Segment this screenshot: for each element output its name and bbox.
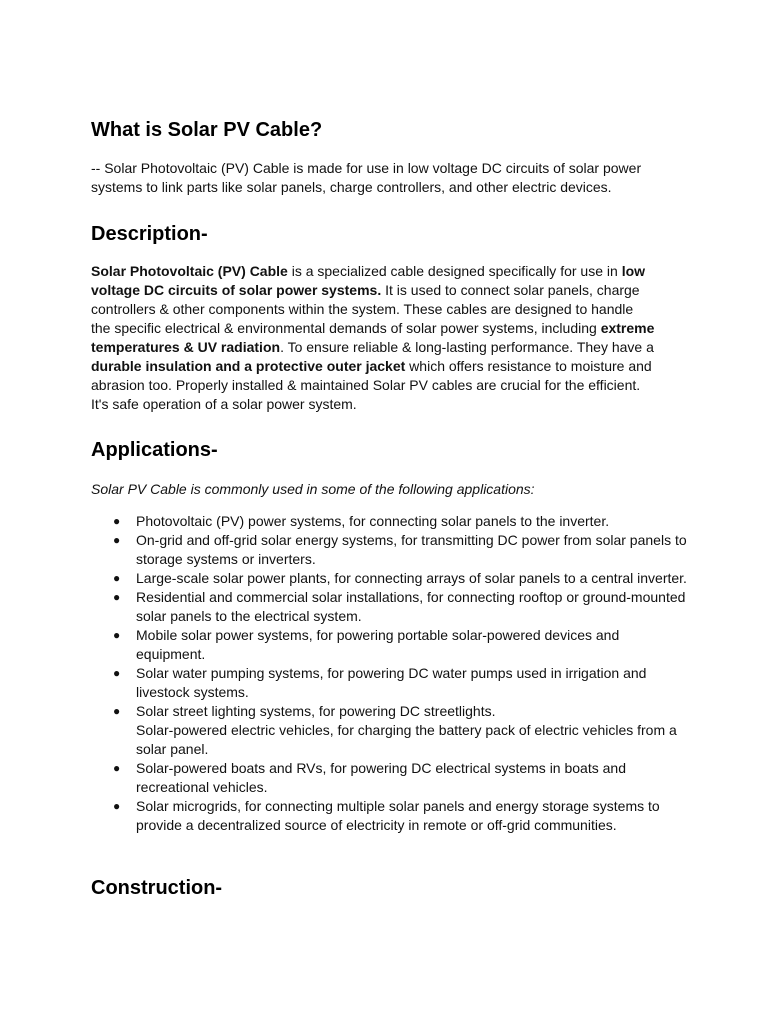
description-bold-text: extreme temperatures & UV radiation — [91, 320, 655, 355]
list-item — [91, 531, 691, 569]
list-item-text: Residential and commercial solar installations, for connecting rooftop or ground-mounted solar panels to the electrical system. — [136, 589, 686, 624]
bullet-icon: ● — [113, 533, 121, 547]
description-text: . To ensure reliable & long-lasting performance. They have a — [280, 339, 654, 355]
bullet-icon: ● — [113, 590, 121, 604]
bullet-icon: ● — [113, 514, 121, 528]
intro-paragraph: -- Solar Photovoltaic (PV) Cable is made for use in low voltage DC circuits of solar power systems to link parts like solar panels, charge controllers, and other electric devices. — [91, 160, 642, 195]
list-item-text: On-grid and off-grid solar energy systems, for transmitting DC power from solar panels to storage systems or inverters. — [136, 532, 687, 567]
bullet-icon: ● — [113, 761, 121, 775]
list-item-text: Solar water pumping systems, for powering DC water pumps used in irrigation and livestock systems. — [136, 665, 647, 700]
applications-heading: Applications- — [91, 439, 218, 461]
construction-heading: Construction- — [91, 877, 223, 899]
bullet-icon: ● — [113, 628, 121, 642]
list-item — [91, 626, 691, 664]
page-title: What is Solar PV Cable? — [91, 119, 323, 141]
description-bold-text: durable insulation and a protective outer jacket — [91, 358, 406, 374]
list-item — [91, 759, 691, 797]
list-item-text: Large-scale solar power plants, for connecting arrays of solar panels to a central inverter. — [136, 570, 687, 586]
list-item — [91, 721, 691, 759]
applications-list — [91, 512, 691, 835]
description-text: which offers resistance to moisture and abrasion too. Properly installed & maintained Solar PV cables are crucial for the efficient. It's safe operation of a solar power system. — [91, 358, 652, 412]
description-paragraph — [91, 262, 656, 414]
list-item — [91, 797, 691, 835]
list-item — [91, 512, 691, 531]
list-item-text: Mobile solar power systems, for powering portable solar-powered devices and equipment. — [136, 627, 620, 662]
list-item — [91, 702, 691, 721]
description-text: is a specialized cable designed specifically for use in — [287, 263, 622, 279]
bullet-icon: ● — [113, 799, 121, 813]
list-item — [91, 664, 691, 702]
bullet-icon: ● — [113, 571, 121, 585]
bullet-icon: ● — [113, 666, 121, 680]
list-item-text: Solar-powered boats and RVs, for powering DC electrical systems in boats and recreational vehicles. — [136, 760, 626, 795]
bullet-icon: ● — [113, 704, 121, 718]
applications-intro: Solar PV Cable is commonly used in some of the following applications: — [91, 481, 535, 497]
list-item — [91, 588, 691, 626]
description-bold-text: Solar Photovoltaic (PV) Cable — [91, 263, 288, 279]
list-item-text: Solar street lighting systems, for powering DC streetlights. — [136, 703, 496, 719]
description-text: It is used to connect solar panels, charge controllers & other components within the system. These cables are designed to handle the specific electrical & environmental demands of solar power systems, including — [91, 282, 640, 336]
list-item-text: Photovoltaic (PV) power systems, for connecting solar panels to the inverter. — [136, 513, 610, 529]
list-item-text: Solar microgrids, for connecting multiple solar panels and energy storage systems to provide a decentralized source of electricity in remote or off-grid communities. — [136, 798, 660, 833]
description-heading: Description- — [91, 223, 208, 245]
list-item-text: Solar-powered electric vehicles, for charging the battery pack of electric vehicles from a solar panel. — [136, 722, 677, 757]
description-bold-text: low voltage DC circuits of solar power systems. — [91, 263, 646, 298]
list-item — [91, 569, 691, 588]
